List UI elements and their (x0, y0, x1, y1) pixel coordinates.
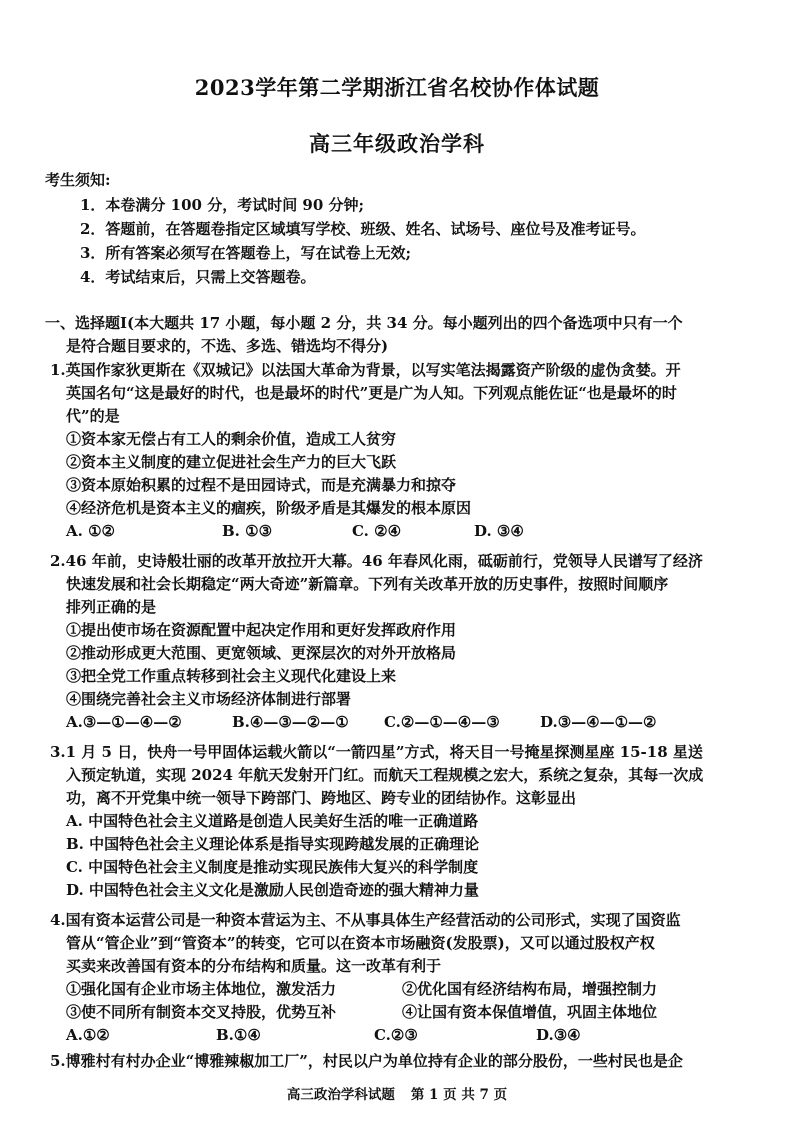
option-c[interactable]: C.②—①—④—③ (384, 713, 500, 731)
question-4-stem: 买卖来改善国有资本的分布结构和质量。这一改革有利于 (66, 957, 442, 975)
option-c[interactable]: C. 中国特色社会主义制度是推动实现民族伟大复兴的科学制度 (66, 858, 479, 876)
option-b[interactable]: B.④—③—②—① (232, 713, 349, 731)
question-1-statement: ②资本主义制度的建立促进社会生产力的巨大飞跃 (66, 453, 397, 471)
option-b[interactable]: B. 中国特色社会主义理论体系是指导实现跨越发展的正确理论 (66, 835, 480, 853)
question-4-statement: ③使不同所有制资本交叉持股，优势互补 (66, 1003, 337, 1021)
question-3-stem: 入预定轨道，实现 2024 年航天发射开门红。而航天工程规模之宏大，系统之复杂，其每一次成 (66, 766, 704, 784)
notice-heading: 考生须知: (45, 171, 111, 189)
question-4-statement-row (66, 978, 657, 1001)
question-4-statement: ②优化国有经济结构布局，增强控制力 (402, 980, 658, 998)
option-b[interactable]: B.①④ (216, 1026, 261, 1044)
question-4-stem: 4.国有资本运营公司是一种资本营运为主、不从事具体生产经营活动的公司形式，实现了国资监 (50, 911, 681, 929)
option-a[interactable]: A.③—①—④—② (66, 713, 182, 731)
question-2-stem: 2.46 年前，史诗般壮丽的改革开放拉开大幕。46 年春风化雨，砥砺前行，党领导人民谱写了经济 (50, 552, 703, 570)
question-2-stem: 排列正确的是 (66, 598, 157, 616)
question-1-statement: ①资本家无偿占有工人的剩余价值，造成工人贫穷 (66, 430, 397, 448)
section-heading: 是符合题目要求的，不选、多选、错选均不得分) (66, 337, 389, 355)
question-4-statement-row (66, 1001, 657, 1024)
notice-item: 3．所有答案必须写在答题卷上，写在试卷上无效; (80, 244, 411, 262)
option-d[interactable]: D.③④ (536, 1026, 581, 1044)
option-a[interactable]: A. 中国特色社会主义道路是创造人民美好生活的唯一正确道路 (66, 812, 479, 830)
page-number: 第 1 页 共 7 页 (410, 1087, 508, 1103)
question-1-statement: ④经济危机是资本主义的痼疾，阶级矛盾是其爆发的根本原因 (66, 499, 472, 517)
question-4-options (66, 1024, 581, 1047)
question-2-stem: 快速发展和社会长期稳定“两大奇迹”新篇章。下列有关改革开放的历史事件，按照时间顺序 (66, 575, 669, 593)
question-3-stem: 3.1 月 5 日，快舟一号甲固体运载火箭以“一箭四星”方式，将天目一号掩星探测星座 15-18 星送 (50, 743, 703, 761)
question-5-stem: 5.博雅村有村办企业“博雅辣椒加工厂”，村民以户为单位持有企业的部分股份，一些村民也是企 (50, 1052, 683, 1070)
question-1-stem: 1.英国作家狄更斯在《双城记》以法国大革命为背景，以写实笔法揭露资产阶级的虚伪贪婪。开 (50, 361, 681, 379)
option-c[interactable]: C.②③ (374, 1026, 418, 1044)
option-d[interactable]: D. ③④ (474, 522, 524, 540)
question-1-statement: ③资本原始积累的过程不是田园诗式，而是充满暴力和掠夺 (66, 476, 457, 494)
question-1-stem: 英国名句“这是最好的时代，也是最坏的时代”更是广为人知。下列观点能佐证“也是最坏的时 (66, 384, 677, 402)
option-b[interactable]: B. ①③ (222, 522, 273, 540)
option-c[interactable]: C. ②④ (352, 522, 402, 540)
question-3-stem: 功，离不开党集中统一领导下跨部门、跨地区、跨专业的团结协作。这彰显出 (66, 789, 577, 807)
question-4-statement: ④让国有资本保值增值，巩固主体地位 (402, 1003, 658, 1021)
question-1-stem: 代”的是 (66, 407, 120, 425)
notice-item: 2．答题前，在答题卷指定区域填写学校、班级、姓名、试场号、座位号及准考证号。 (80, 220, 646, 238)
footer-subject: 高三政治学科试题 (286, 1087, 395, 1103)
notice-item: 1．本卷满分 100 分，考试时间 90 分钟; (80, 196, 365, 214)
question-4-stem: 管从“管企业”到“管资本”的转变，它可以在资本市场融资(发股票)，又可以通过股权产权 (66, 934, 655, 952)
question-2-options (66, 711, 656, 734)
option-d[interactable]: D. 中国特色社会主义文化是激励人民创造奇迹的强大精神力量 (66, 881, 479, 899)
page-footer (0, 1083, 794, 1103)
notice-item: 4．考试结束后，只需上交答题卷。 (80, 268, 316, 286)
question-1-options (66, 520, 524, 543)
question-2-statement: ②推动形成更大范围、更宽领域、更深层次的对外开放格局 (66, 644, 457, 662)
question-2-statement: ①提出使市场在资源配置中起决定作用和更好发挥政府作用 (66, 621, 457, 639)
option-a[interactable]: A.①② (66, 1026, 110, 1044)
exam-subtitle: 高三年级政治学科 (309, 131, 485, 156)
option-d[interactable]: D.③—④—①—② (540, 713, 657, 731)
option-a[interactable]: A. ①② (66, 522, 115, 540)
question-2-statement: ③把全党工作重点转移到社会主义现代化建设上来 (66, 667, 397, 685)
question-2-statement: ④围绕完善社会主义市场经济体制进行部署 (66, 690, 352, 708)
exam-title: 2023学年第二学期浙江省名校协作体试题 (194, 75, 600, 100)
question-4-statement: ①强化国有企业市场主体地位，激发活力 (66, 980, 337, 998)
section-heading: 一、选择题Ⅰ(本大题共 17 小题，每小题 2 分，共 34 分。每小题列出的四个备选项中只有一个 (45, 314, 683, 332)
